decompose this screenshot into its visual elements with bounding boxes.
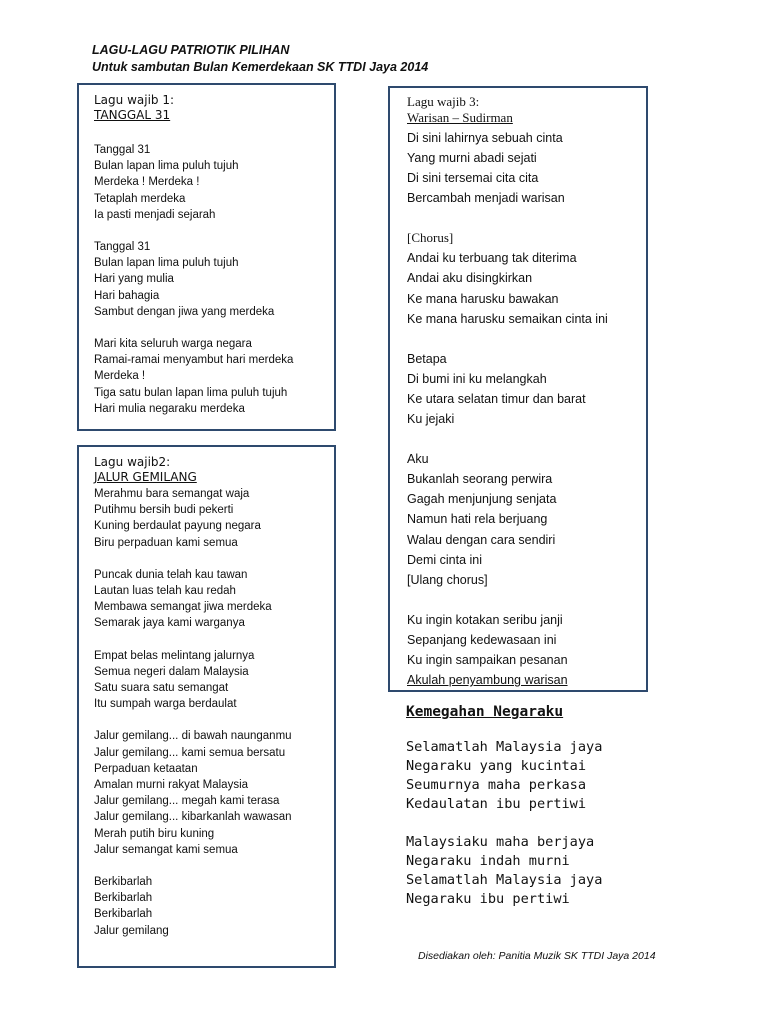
lyric-line: Selamatlah Malaysia jaya [406,739,603,755]
lyric-line: Seumurnya maha perkasa [406,777,587,793]
lyric-line: Yang murni abadi sejati [407,151,537,166]
document-title: LAGU-LAGU PATRIOTIK PILIHAN [92,43,290,57]
lyric-line: Satu suara satu semangat [94,682,229,695]
lyric-line: Gagah menjunjung senjata [407,492,557,507]
song-box-tanggal-31 [77,83,336,431]
lyric-line: Semua negeri dalam Malaysia [94,665,249,678]
lyric-line: Negaraku yang kucintai [406,758,587,774]
song-label: Lagu wajib 1: [94,93,175,107]
lyric-line: Hari mulia negaraku merdeka [94,402,245,415]
lyric-line: Namun hati rela berjuang [407,512,548,527]
lyric-line: Semarak jaya kami warganya [94,617,245,630]
lyric-line: Putihmu bersih budi pekerti [94,504,234,517]
lyric-line: Berkibarlah [94,908,153,921]
lyric-line: Di sini lahirnya sebuah cinta [407,131,563,145]
lyric-line: Mari kita seluruh warga negara [94,338,252,351]
lyric-line: Ku jejaki [407,412,455,427]
lyric-line: Itu sumpah warga berdaulat [94,698,237,711]
lyric-line: Jalur gemilang [94,924,169,937]
lyric-line: Empat belas melintang jalurnya [94,649,255,662]
lyric-line: Merdeka ! [94,370,146,383]
song-title: Kemegahan Negaraku [406,704,564,720]
lyric-line: Walau dengan cara sendiri [407,532,556,547]
lyric-line: Di bumi ini ku melangkah [407,371,547,386]
lyric-line: Bercambah menjadi warisan [407,191,565,206]
lyric-line: Jalur gemilang... di bawah naunganmu [94,730,292,743]
lyric-line: Berkibarlah [94,876,153,889]
lyric-line: Ke mana harusku semaikan cinta ini [407,311,608,326]
lyric-line: Membawa semangat jiwa merdeka [94,601,272,614]
lyric-line: Hari bahagia [94,289,160,302]
lyric-line: Selamatlah Malaysia jaya [406,872,603,888]
lyric-line: Berkibarlah [94,892,153,905]
lyric-line: Puncak dunia telah kau tawan [94,568,248,581]
song-title: TANGGAL 31 [94,108,171,122]
lyric-line: [Ulang chorus] [407,572,488,587]
song-box-warisan [388,86,648,692]
song-label: Lagu wajib2: [94,455,171,469]
lyric-line: Bulan lapan lima puluh tujuh [94,160,239,173]
lyric-line: Sambut dengan jiwa yang merdeka [94,305,275,318]
lyric-line: Negaraku indah murni [406,853,570,869]
lyric-line: Jalur gemilang... kami semua bersatu [94,746,286,759]
lyric-line: Tetaplah merdeka [94,192,186,205]
song-kemegahan-negaraku [406,704,602,909]
lyric-line: Perpaduan ketaatan [94,762,198,775]
lyric-line: Akulah penyambung warisan [407,673,568,688]
lyric-line: Biru perpaduan kami semua [94,536,238,549]
lyric-line: Bukanlah seorang perwira [407,472,553,487]
lyric-line: Bulan lapan lima puluh tujuh [94,257,239,270]
document-subtitle: Untuk sambutan Bulan Kemerdekaan SK TTDI Jaya 2014 [92,60,429,74]
lyric-line: Amalan murni rakyat Malaysia [94,779,249,792]
lyric-line: Negaraku ibu pertiwi [406,891,570,907]
song-title: Warisan – Sudirman [407,110,513,125]
lyric-line: Demi cinta ini [407,552,483,567]
song-title: JALUR GEMILANG [94,470,197,484]
lyric-line: Lautan luas telah kau redah [94,585,236,598]
lyric-line: Merahmu bara semangat waja [94,488,250,500]
lyric-line: Ku ingin kotakan seribu janji [407,612,563,627]
lyric-line: Andai ku terbuang tak diterima [407,251,577,266]
lyric-line: Tanggal 31 [94,144,151,156]
lyric-line: Tiga satu bulan lapan lima puluh tujuh [94,386,288,399]
lyric-line: Jalur semangat kami semua [94,843,238,856]
lyric-line: Malaysiaku maha berjaya [406,834,595,850]
footer-credit: Disediakan oleh: Panitia Muzik SK TTDI Jaya 2014 [418,950,656,962]
lyric-line: Ia pasti menjadi sejarah [94,208,216,221]
lyric-line: Aku [407,452,429,467]
song-box-jalur-gemilang [77,445,336,968]
lyric-line: Ke mana harusku bawakan [407,291,559,306]
lyric-line: Merah putih biru kuning [94,827,215,840]
lyric-line: Merdeka ! Merdeka ! [94,176,200,189]
lyric-line: Ku ingin sampaikan pesanan [407,652,568,667]
lyric-line: Di sini tersemai cita cita [407,171,539,186]
lyric-line: Jalur gemilang... kibarkanlah wawasan [94,811,292,824]
lyric-line: Tanggal 31 [94,241,151,254]
chorus-label: [Chorus] [407,230,454,246]
lyric-line: Jalur gemilang... megah kami terasa [94,795,280,808]
lyric-line: Hari yang mulia [94,273,174,286]
lyric-line: Kuning berdaulat payung negara [94,520,261,533]
lyric-line: Ke utara selatan timur dan barat [407,391,586,406]
lyric-line: Andai aku disingkirkan [407,271,533,286]
song-label: Lagu wajib 3: [407,94,480,109]
lyric-line: Betapa [407,351,447,366]
lyric-line: Sepanjang kedewasaan ini [407,632,557,647]
lyric-line: Ramai-ramai menyambut hari merdeka [94,354,294,367]
lyric-line: Kedaulatan ibu pertiwi [406,796,587,812]
